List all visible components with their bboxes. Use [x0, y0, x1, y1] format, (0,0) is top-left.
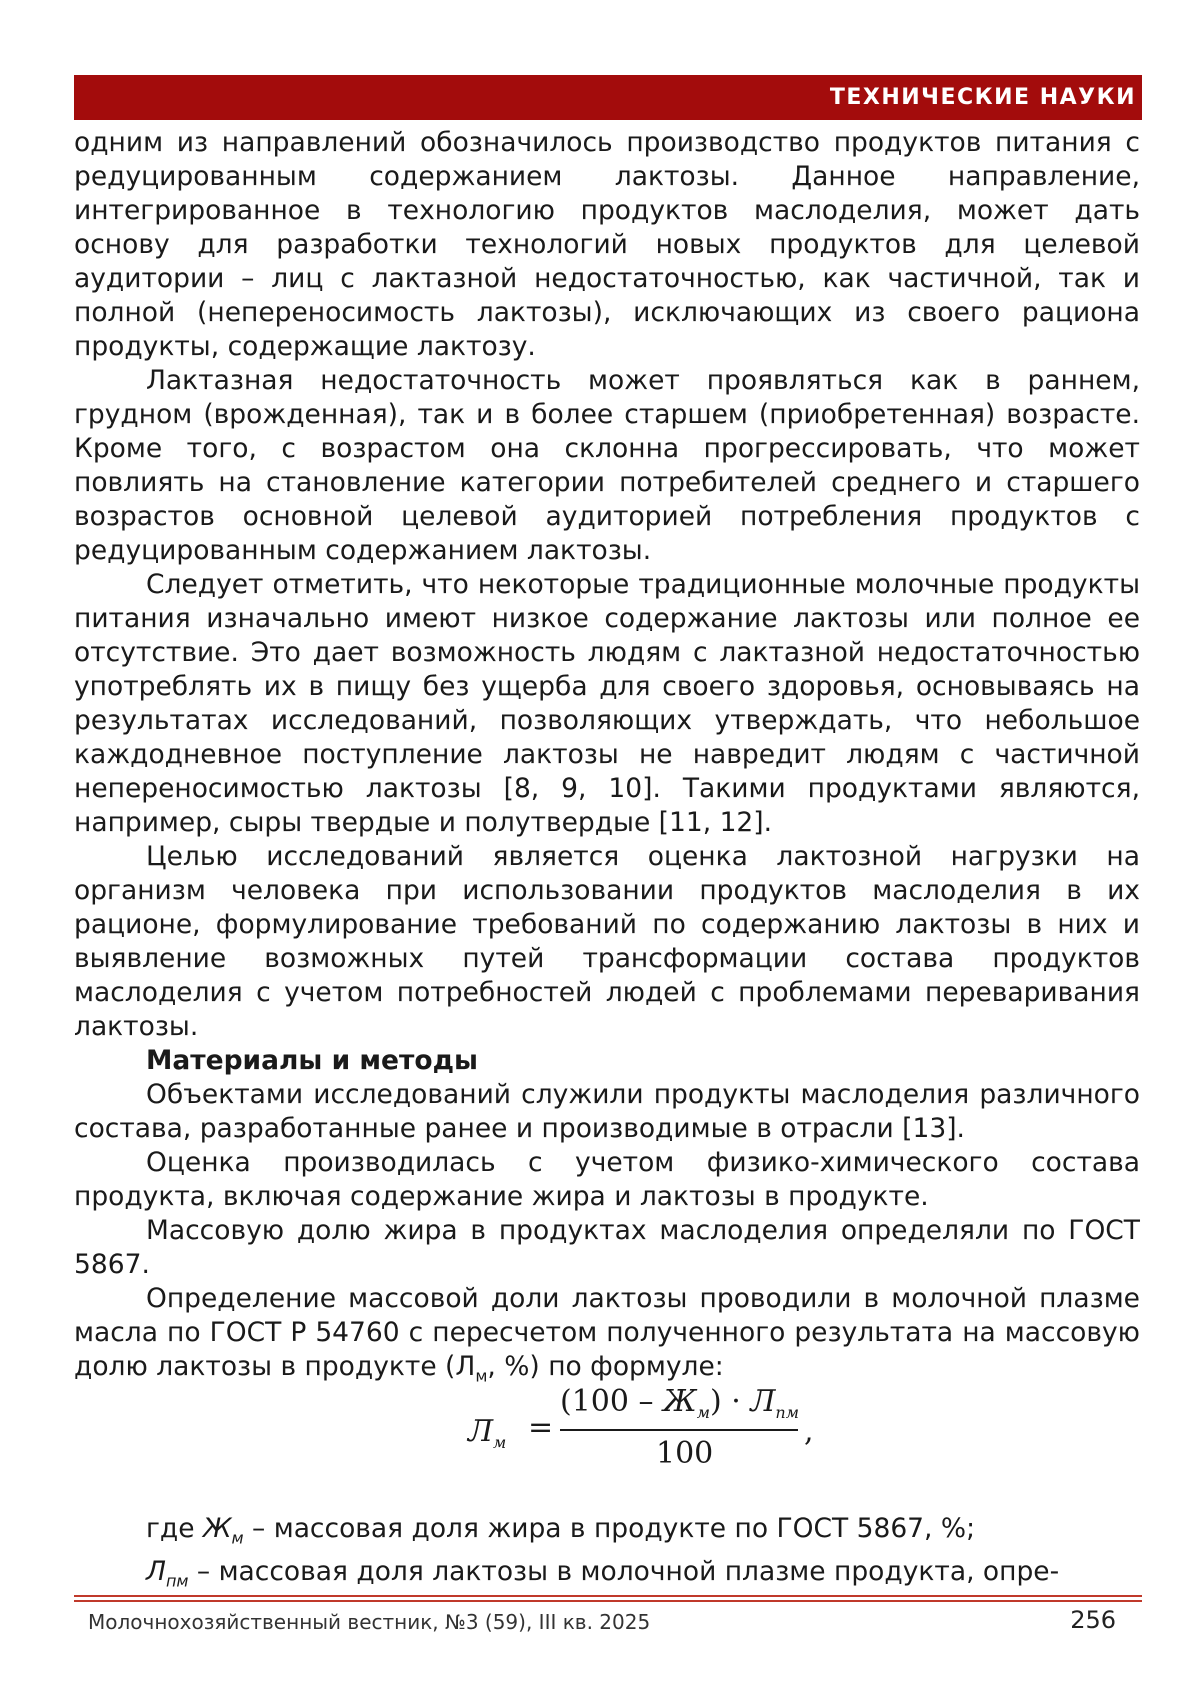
section-title: ТЕХНИЧЕСКИЕ НАУКИ — [830, 85, 1136, 110]
page-number: 256 — [1070, 1606, 1116, 1634]
fraction-bar — [560, 1429, 798, 1431]
header-bar — [74, 75, 1142, 120]
formula-comma: , — [804, 1414, 814, 1449]
formula-denominator: 100 — [656, 1436, 713, 1471]
definition-line: где Жм – массовая доля жира в продукте по ГОСТ 5867, %; — [146, 1512, 1140, 1555]
formula-numerator: (100 – Жм) · Лпм — [560, 1384, 799, 1422]
paragraph: Лактазная недостаточность может проявляться как в раннем, грудном (врожденная), так и в более старшем (приобретенная) возрасте. Кроме того, с возрастом она склонна прогрессировать, что может повлиять на становление категории потребителей среднего и старшего возрастов основной целевой аудиторией потребления продуктов с редуцированным содержанием лактозы. — [74, 364, 1140, 568]
article-body — [74, 126, 1140, 1393]
paragraph: Объектами исследований служили продукты маслоделия различного состава, разработанные ранее и производимые в отрасли [13]. — [74, 1078, 1140, 1146]
journal-citation: Молочнохозяйственный вестник, №3 (59), III кв. 2025 — [88, 1610, 650, 1634]
paragraph: Массовую долю жира в продуктах маслоделия определяли по ГОСТ 5867. — [74, 1214, 1140, 1282]
paragraph-text: Определение массовой доли лактозы проводили в молочной плазме масла по ГОСТ Р 54760 с пересчетом полученного результата на массовую долю лактозы в продукте (Л — [74, 1283, 1140, 1382]
paragraph: одним из направлений обозначилось производство продуктов питания с редуцированным содержанием лактозы. Данное направление, интегрированное в технологию продуктов маслоделия, может дать основу для разработки технологий новых продуктов для целевой аудитории – лиц с лактазной недостаточностью, как частичной, так и полной (непереносимость лактозы), исключающих из своего рациона продукты, содержащие лактозу. — [74, 126, 1140, 364]
paragraph: Оценка производилась с учетом физико-химического состава продукта, включая содержание жира и лактозы в продукте. — [74, 1146, 1140, 1214]
paragraph: Целью исследований является оценка лактозной нагрузки на организм человека при использовании продуктов маслоделия в их рационе, формулирование требований по содержанию лактозы в них и выявление возможных путей трансформации состава продуктов маслоделия с учетом потребностей людей с проблемами переваривания лактозы. — [74, 840, 1140, 1044]
subscript: м — [475, 1366, 487, 1385]
paragraph-text: , %) по формуле: — [487, 1351, 723, 1382]
formula-lhs: Лм — [468, 1414, 506, 1452]
variable-definitions — [146, 1512, 1140, 1599]
lactose-formula — [468, 1384, 828, 1474]
paragraph: Следует отметить, что некоторые традиционные молочные продукты питания изначально имеют низкое содержание лактозы или полное ее отсутствие. Это дает возможность людям с лактазной недостаточностью употреблять их в пищу без ущерба для своего здоровья, основываясь на результатах исследований, позволяющих утверждать, что небольшое каждодневное поступление лактозы не навредит людям с частичной непереносимостью лактозы [8, 9, 10]. Такими продуктами являются, например, сыры твердые и полутвердые [11, 12]. — [74, 568, 1140, 840]
section-heading: Материалы и методы — [74, 1044, 1140, 1078]
paragraph — [74, 1282, 1140, 1393]
formula-equals: = — [528, 1410, 553, 1445]
definition-line: Лпм – массовая доля лактозы в молочной плазме продукта, опре- — [146, 1555, 1140, 1598]
footer-divider — [74, 1600, 1142, 1602]
footer-divider — [74, 1595, 1142, 1597]
